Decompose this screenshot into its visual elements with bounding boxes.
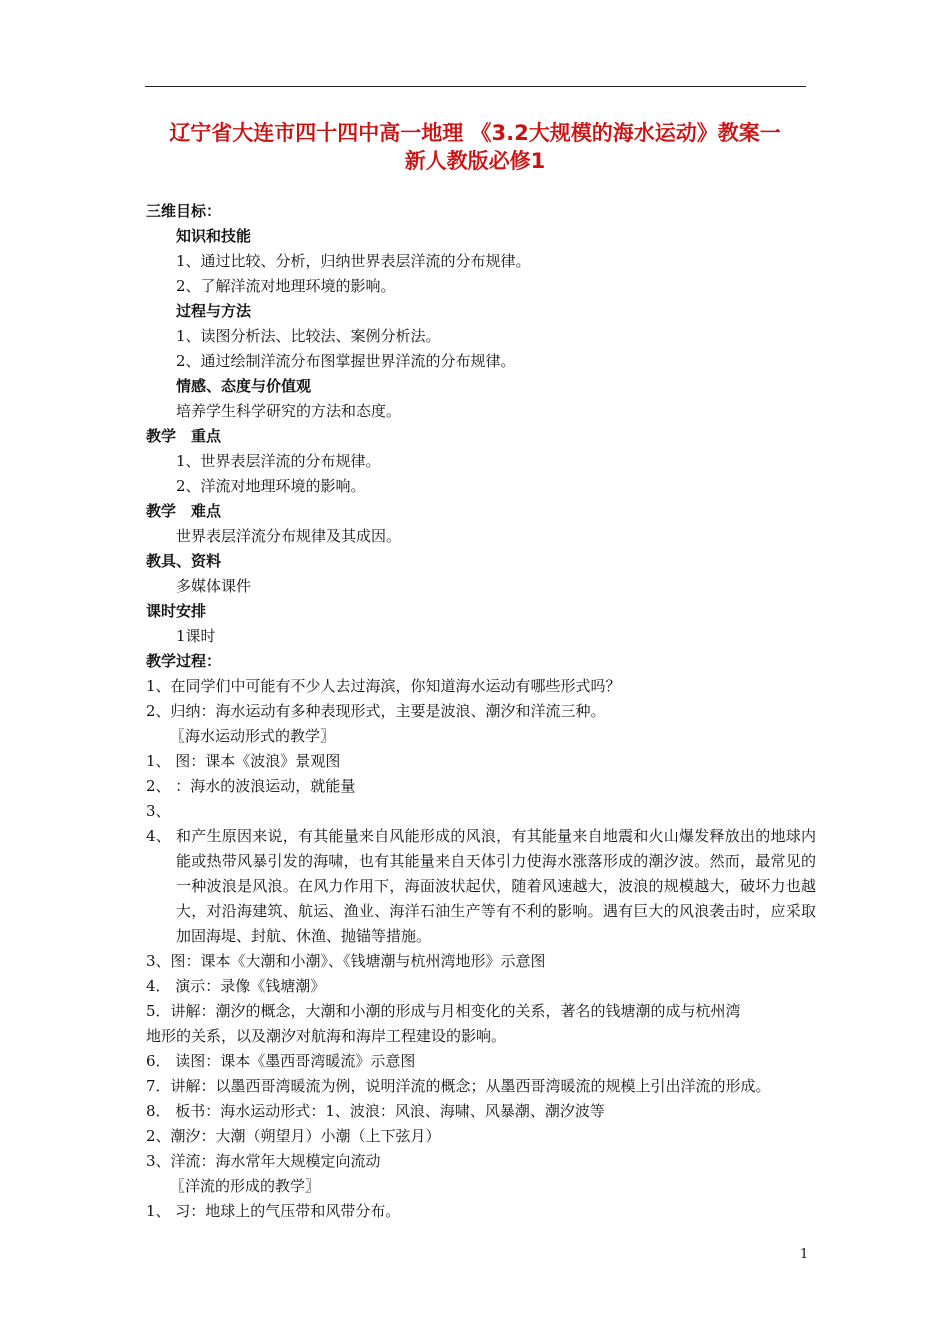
process-line: 1、 图：课本《波浪》景观图: [146, 752, 341, 770]
knowledge-item: 2、了解洋流对地理环境的影响。: [176, 277, 396, 295]
process-line: 3、图：课本《大潮和小潮》、《钱塘潮与杭州湾地形》示意图: [146, 952, 546, 970]
schedule-item: 1课时: [176, 627, 216, 645]
process-heading: 过程与方法: [176, 302, 252, 320]
knowledge-heading: 知识和技能: [176, 227, 252, 245]
process-paragraph: 4、 和产生原因来说，有其能量来自风能形成的风浪，有其能量来自地震和火山爆发释放出的地球内能或热带风暴引发的海啸，也有其能量来自天体引力使海水涨落形成的潮汐波。然而，最常见的一种波浪是风浪。在风力作用下，海面波状起伏，随着风速越大，波浪的规模越大，破坏力也越大，对沿海建筑、航运、渔业、海洋石油生产等有不利的影响。遇有巨大的风浪袭击时，应采取加固海堤、封航、休渔、抛锚等措施。: [146, 827, 816, 945]
key-point-item: 2、洋流对地理环境的影响。: [176, 477, 366, 495]
header-rule: [145, 86, 806, 87]
difficulty-heading: 教学 难点: [146, 502, 222, 520]
key-point-item: 1、世界表层洋流的分布规律。: [176, 452, 381, 470]
document-title: [130, 119, 820, 175]
process-line: 2、归纳：海水运动有多种表现形式，主要是波浪、潮汐和洋流三种。: [146, 702, 606, 720]
goals-heading: 三维目标：: [146, 202, 222, 220]
schedule-heading: 课时安排: [146, 602, 207, 620]
process-line: 地形的关系，以及潮汐对航海和海岸工程建设的影响。: [146, 1027, 507, 1045]
process-line: 4． 演示：录像《钱塘潮》: [146, 977, 326, 995]
difficulty-item: 世界表层洋流分布规律及其成因。: [176, 527, 402, 545]
process-line: 3、洋流：海水常年大规模定向流动: [146, 1152, 381, 1170]
process-line: 8． 板书：海水运动形式：1、波浪：风浪、海啸、风暴潮、潮汐波等: [146, 1102, 605, 1120]
process-line: 7．讲解：以墨西哥湾暖流为例，说明洋流的概念；从墨西哥湾暖流的规模上引出洋流的形成。: [146, 1077, 771, 1095]
emotion-item: 培养学生科学研究的方法和态度。: [176, 402, 402, 420]
process-line: 2、潮汐：大潮（朔望月）小潮（上下弦月）: [146, 1127, 441, 1145]
process-item: 2、通过绘制洋流分布图掌握世界洋流的分布规律。: [176, 352, 516, 370]
materials-heading: 教具、资料: [146, 552, 222, 570]
title-line-1: 辽宁省大连市四十四中高一地理 《3.2大规模的海水运动》教案一: [169, 121, 781, 145]
teaching-process-heading: 教学过程：: [146, 652, 222, 670]
knowledge-item: 1、通过比较、分析，归纳世界表层洋流的分布规律。: [176, 252, 531, 270]
process-line: 1、 习：地球上的气压带和风带分布。: [146, 1202, 401, 1220]
process-line: 1、在同学们中可能有不少人去过海滨，你知道海水运动有哪些形式吗？: [146, 677, 621, 695]
section-marker: 〖海水运动形式的教学〗: [170, 727, 336, 745]
process-line: 6． 读图：课本《墨西哥湾暖流》示意图: [146, 1052, 416, 1070]
process-line: 3、: [146, 802, 171, 820]
title-line-2: 新人教版必修1: [404, 149, 546, 173]
page-number: 1: [800, 1247, 809, 1262]
key-points-heading: 教学 重点: [146, 427, 222, 445]
emotion-heading: 情感、态度与价值观: [176, 377, 312, 395]
process-item: 1、读图分析法、比较法、案例分析法。: [176, 327, 441, 345]
document-body: [146, 199, 816, 1224]
process-line: 5．讲解：潮汐的概念，大潮和小潮的形成与月相变化的关系，著名的钱塘潮的成与杭州湾: [146, 1002, 741, 1020]
process-line: 2、 ：海水的波浪运动，就能量: [146, 777, 356, 795]
section-marker: 〖洋流的形成的教学〗: [170, 1177, 321, 1195]
materials-item: 多媒体课件: [176, 577, 252, 595]
